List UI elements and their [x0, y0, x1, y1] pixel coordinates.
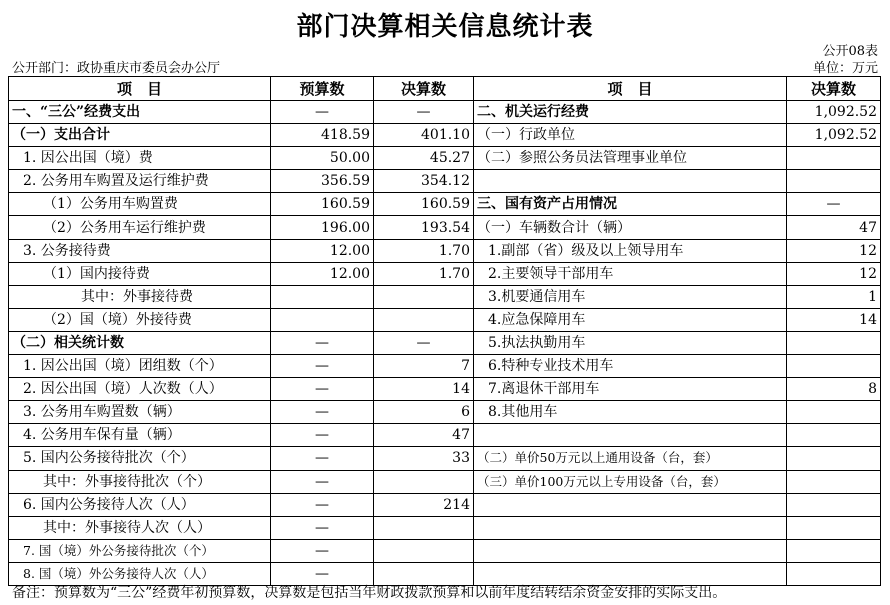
header-item-left: 项 目 — [9, 77, 271, 101]
final-cell: 160.59 — [374, 193, 474, 216]
left-item: 5. 国内公务接待批次（个） — [9, 447, 271, 470]
table-row — [9, 447, 881, 470]
table-row — [9, 401, 881, 424]
budget-cell: 418.59 — [271, 124, 374, 147]
budget-cell: — — [271, 516, 374, 539]
table-row — [9, 355, 881, 378]
unit-label: 单位：万元 — [812, 61, 878, 76]
header-item-right: 项 目 — [474, 77, 787, 101]
budget-cell: — — [271, 378, 374, 401]
right-final-cell — [787, 401, 881, 424]
final-cell — [374, 539, 474, 562]
final-cell — [374, 285, 474, 308]
right-item: （一）车辆数合计（辆） — [474, 216, 787, 239]
left-item: 其中：外事接待人次（人） — [9, 516, 271, 539]
budget-cell — [271, 308, 374, 331]
left-item: （1）公务用车购置费 — [9, 193, 271, 216]
right-item: 4.应急保障用车 — [474, 308, 787, 331]
final-cell: 45.27 — [374, 147, 474, 170]
right-item: 6.特种专业技术用车 — [474, 355, 787, 378]
right-final-cell — [787, 331, 881, 354]
right-item — [474, 170, 787, 193]
budget-cell: — — [271, 424, 374, 447]
left-item: 2. 公务用车购置及运行维护费 — [9, 170, 271, 193]
table-row — [9, 193, 881, 216]
budget-cell: — — [271, 470, 374, 493]
right-item: 2.主要领导干部用车 — [474, 262, 787, 285]
form-number: 公开08表 — [822, 44, 878, 59]
right-item: （三）单价100万元以上专用设备（台，套） — [474, 470, 787, 493]
table-row — [9, 378, 881, 401]
right-item — [474, 516, 787, 539]
final-cell — [374, 516, 474, 539]
right-final-cell: 8 — [787, 378, 881, 401]
budget-cell: 196.00 — [271, 216, 374, 239]
table-row — [9, 239, 881, 262]
table-row — [9, 216, 881, 239]
left-item: 7. 国（境）外公务接待批次（个） — [9, 539, 271, 562]
right-final-cell — [787, 170, 881, 193]
final-cell: 6 — [374, 401, 474, 424]
right-final-cell — [787, 424, 881, 447]
left-item: （2）国（境）外接待费 — [9, 308, 271, 331]
final-cell: 401.10 — [374, 124, 474, 147]
left-item: 3. 公务接待费 — [9, 239, 271, 262]
table-header-row — [9, 77, 881, 101]
right-item: 1.副部（省）级及以上领导用车 — [474, 239, 787, 262]
page-title: 部门决算相关信息统计表 — [296, 12, 594, 42]
table-row — [9, 285, 881, 308]
right-item: 3.机要通信用车 — [474, 285, 787, 308]
table-row — [9, 493, 881, 516]
left-item: 1. 因公出国（境）费 — [9, 147, 271, 170]
statistics-table — [8, 76, 881, 586]
budget-cell — [271, 285, 374, 308]
left-item: 3. 公务用车购置数（辆） — [9, 401, 271, 424]
department-label: 公开部门：政协重庆市委员会办公厅 — [12, 61, 221, 76]
left-item: （一）支出合计 — [9, 124, 271, 147]
budget-cell: — — [271, 331, 374, 354]
right-item: 5.执法执勤用车 — [474, 331, 787, 354]
table-row — [9, 308, 881, 331]
right-item — [474, 539, 787, 562]
left-item: 其中：外事接待费 — [9, 285, 271, 308]
table-row — [9, 424, 881, 447]
left-item: 6. 国内公务接待人次（人） — [9, 493, 271, 516]
budget-cell: — — [271, 447, 374, 470]
left-item: 1. 因公出国（境）团组数（个） — [9, 355, 271, 378]
budget-cell: — — [271, 101, 374, 124]
right-item: 8.其他用车 — [474, 401, 787, 424]
footnote: 备注：预算数为“三公”经费年初预算数，决算数是包括当年财政拨款预算和以前年度结转结余资金安排的实际支出。 — [12, 585, 727, 601]
right-final-cell — [787, 493, 881, 516]
table-row — [9, 539, 881, 562]
table-row — [9, 147, 881, 170]
right-final-cell: 14 — [787, 308, 881, 331]
right-final-cell: 1 — [787, 285, 881, 308]
budget-cell: — — [271, 355, 374, 378]
table-row — [9, 101, 881, 124]
header-budget: 预算数 — [271, 77, 374, 101]
final-cell: 1.70 — [374, 262, 474, 285]
right-final-cell: 1,092.52 — [787, 124, 881, 147]
final-cell: — — [374, 101, 474, 124]
right-final-cell: 47 — [787, 216, 881, 239]
right-item: 三、国有资产占用情况 — [474, 193, 787, 216]
budget-cell: — — [271, 539, 374, 562]
right-final-cell — [787, 562, 881, 585]
budget-cell: 12.00 — [271, 262, 374, 285]
right-item — [474, 493, 787, 516]
budget-cell: 50.00 — [271, 147, 374, 170]
budget-cell: 12.00 — [271, 239, 374, 262]
table-row — [9, 262, 881, 285]
left-item: （1）国内接待费 — [9, 262, 271, 285]
left-item: 2. 因公出国（境）人次数（人） — [9, 378, 271, 401]
final-cell: 14 — [374, 378, 474, 401]
right-item: （二）参照公务员法管理事业单位 — [474, 147, 787, 170]
final-cell — [374, 308, 474, 331]
right-item: 二、机关运行经费 — [474, 101, 787, 124]
table-row — [9, 170, 881, 193]
header-final: 决算数 — [374, 77, 474, 101]
table-row — [9, 331, 881, 354]
right-final-cell — [787, 470, 881, 493]
left-item: 4. 公务用车保有量（辆） — [9, 424, 271, 447]
budget-cell: 160.59 — [271, 193, 374, 216]
final-cell: 214 — [374, 493, 474, 516]
right-final-cell: — — [787, 193, 881, 216]
right-item: （二）单价50万元以上通用设备（台，套） — [474, 447, 787, 470]
header-final-right: 决算数 — [787, 77, 881, 101]
final-cell: 193.54 — [374, 216, 474, 239]
left-item: 其中：外事接待批次（个） — [9, 470, 271, 493]
table-row — [9, 124, 881, 147]
table-row — [9, 516, 881, 539]
left-item: （2）公务用车运行维护费 — [9, 216, 271, 239]
table-row — [9, 470, 881, 493]
left-item: 一、“三公”经费支出 — [9, 101, 271, 124]
right-item — [474, 424, 787, 447]
final-cell — [374, 470, 474, 493]
right-final-cell — [787, 355, 881, 378]
right-final-cell — [787, 516, 881, 539]
right-final-cell — [787, 147, 881, 170]
left-item: （二）相关统计数 — [9, 331, 271, 354]
final-cell: — — [374, 331, 474, 354]
right-item: 7.离退休干部用车 — [474, 378, 787, 401]
final-cell: 47 — [374, 424, 474, 447]
budget-cell: — — [271, 401, 374, 424]
left-item: 8. 国（境）外公务接待人次（人） — [9, 562, 271, 585]
budget-cell: — — [271, 562, 374, 585]
right-final-cell — [787, 539, 881, 562]
final-cell: 33 — [374, 447, 474, 470]
right-final-cell: 1,092.52 — [787, 101, 881, 124]
budget-cell: — — [271, 493, 374, 516]
budget-cell: 356.59 — [271, 170, 374, 193]
right-final-cell: 12 — [787, 239, 881, 262]
final-cell: 7 — [374, 355, 474, 378]
final-cell: 354.12 — [374, 170, 474, 193]
final-cell: 1.70 — [374, 239, 474, 262]
right-item: （一）行政单位 — [474, 124, 787, 147]
right-final-cell: 12 — [787, 262, 881, 285]
right-final-cell — [787, 447, 881, 470]
